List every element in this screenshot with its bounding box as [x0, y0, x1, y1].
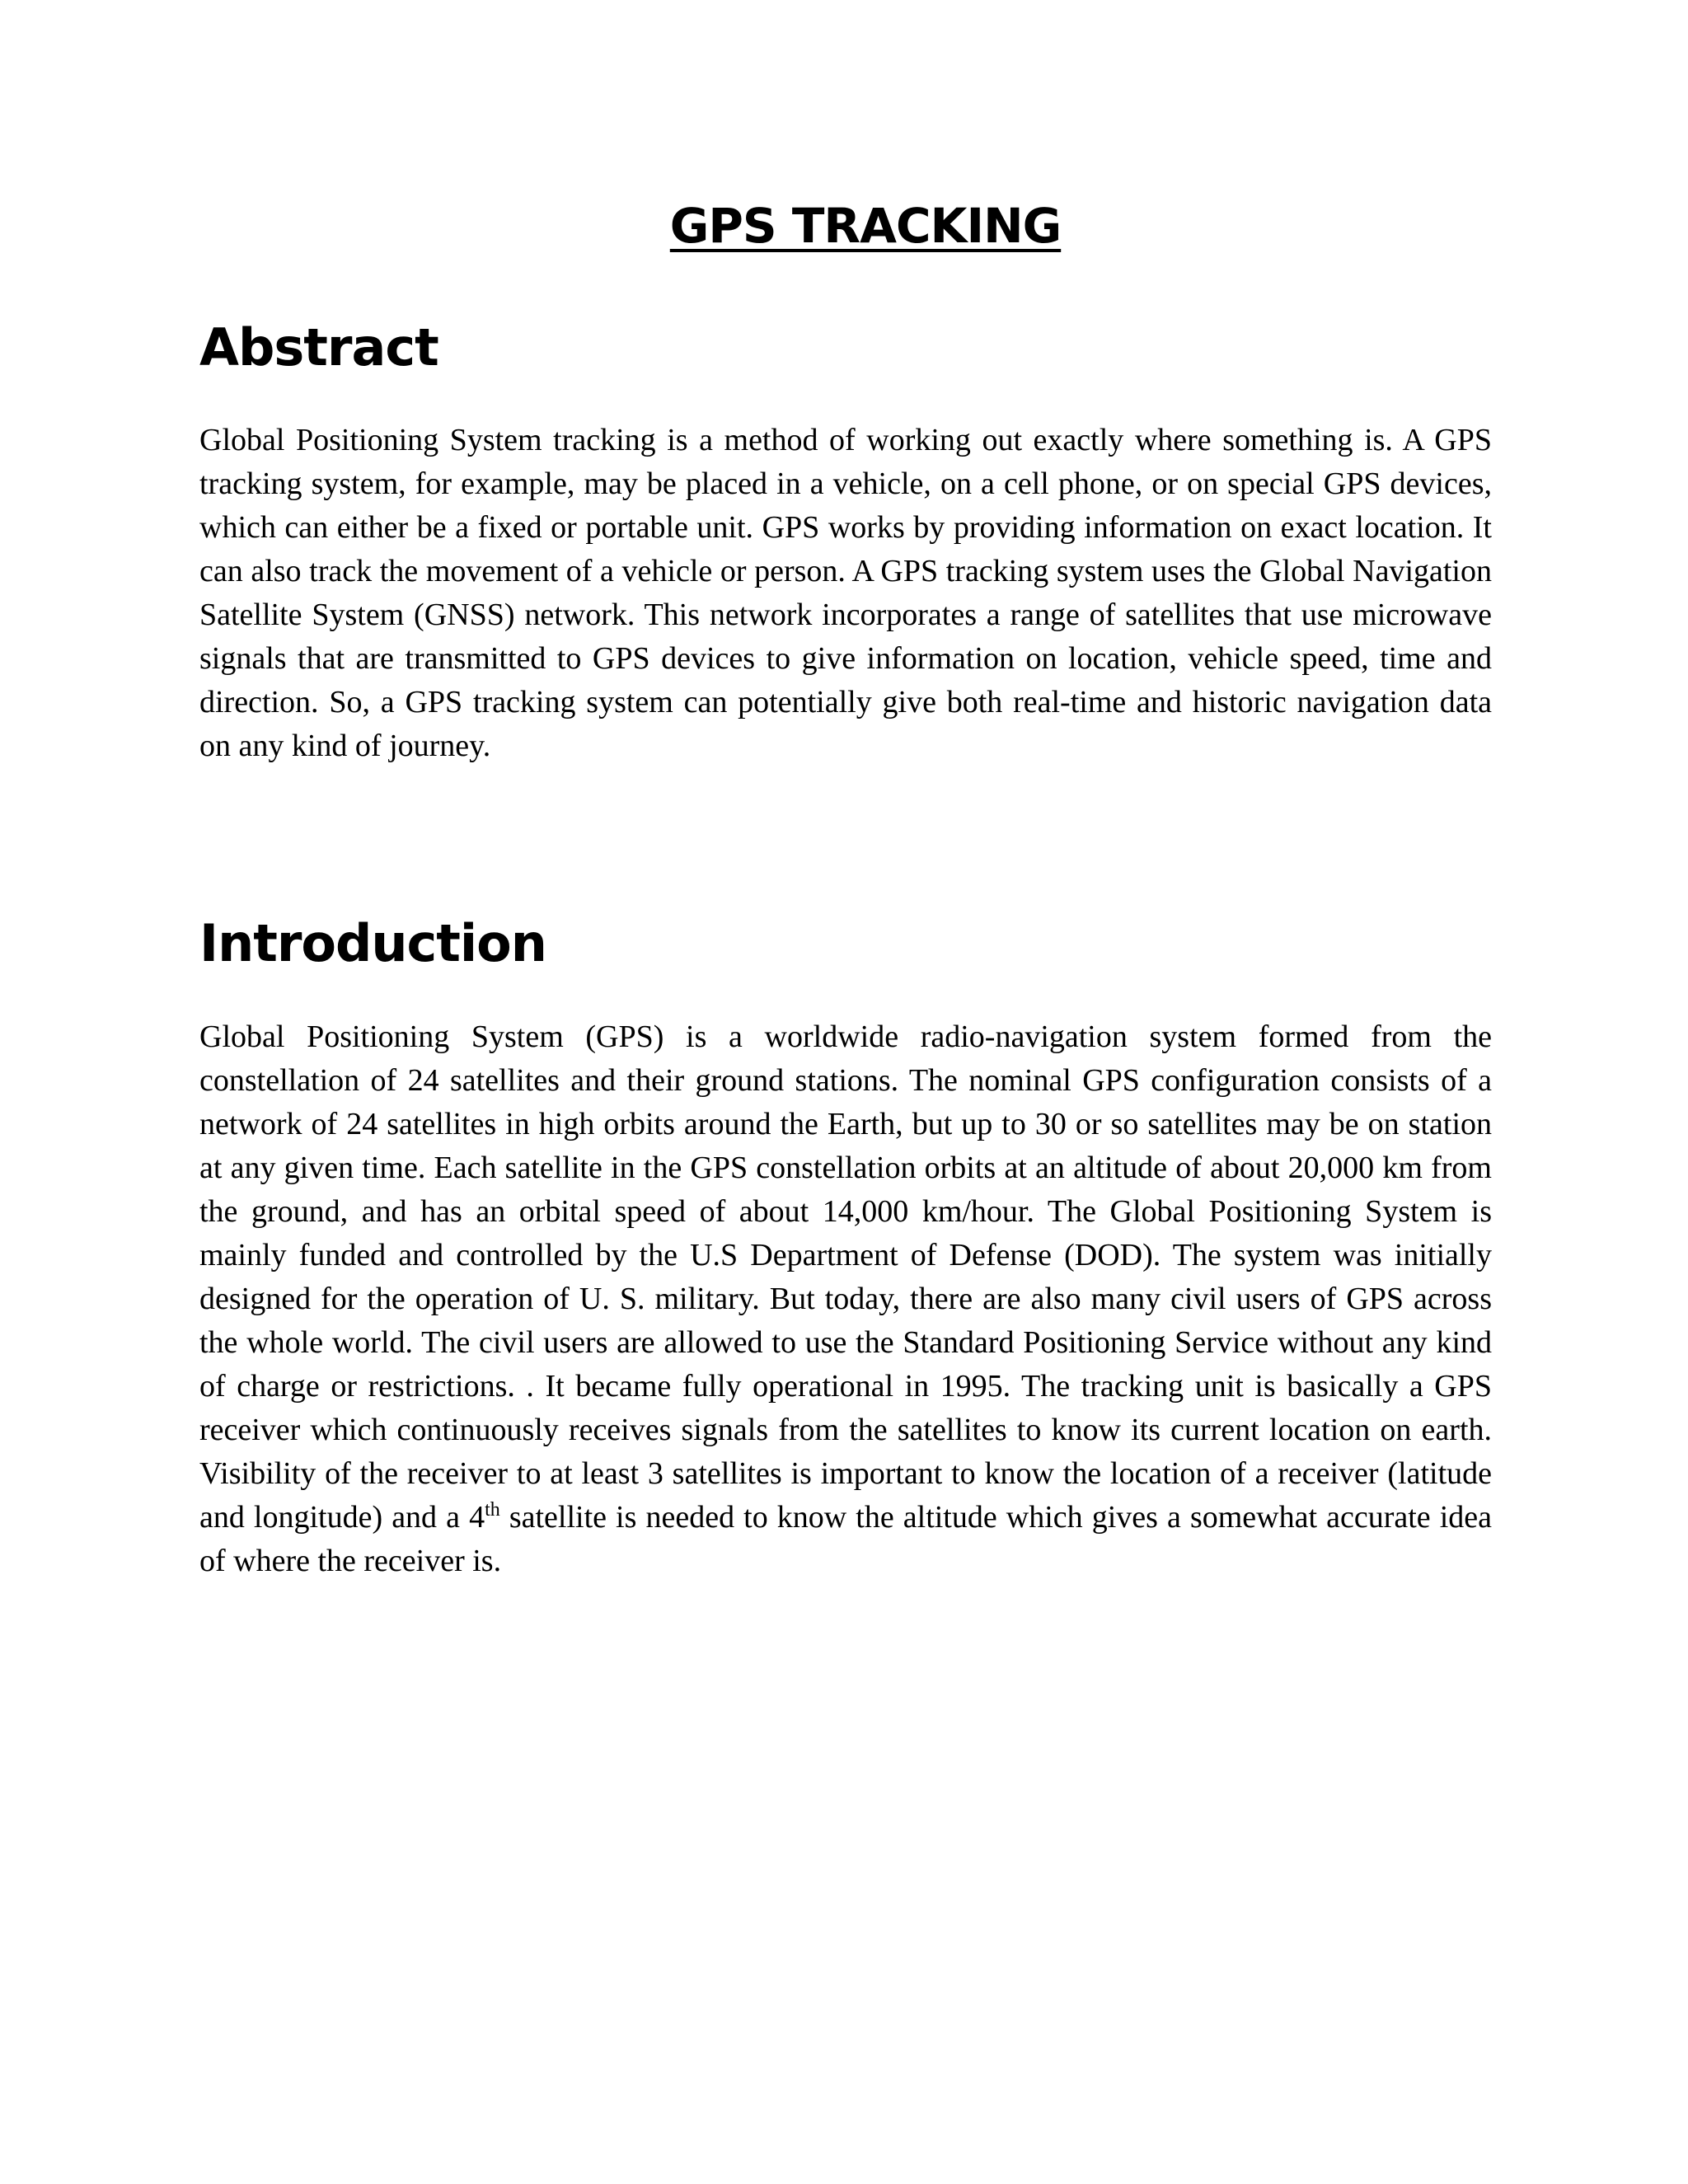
abstract-heading: Abstract: [199, 317, 438, 377]
introduction-heading: Introduction: [199, 913, 546, 973]
introduction-text-part1: Global Positioning System (GPS) is a worldwide radio-navigation system formed from the constellation of 24 satellites and their ground stations. The nominal GPS configuration consists of a network of 24 satellites in high orbits around the Earth, but up to 30 or so satellites may be on station at any given time. Each satellite in the GPS constellation orbits at an altitude of about 20,000 km from the ground, and has an orbital speed of about 14,000 km/hour. The Global Positioning System is mainly funded and controlled by the U.S Department of Defense (DOD). The system was initially designed for the operation of U. S. military. But today, there are also many civil users of GPS across the whole world. The civil users are allowed to use the Standard Positioning Service without any kind of charge or restrictions. . It became fully operational in 1995. The tracking unit is basically a GPS receiver which continuously receives signals from the satellites to know its current location on earth. Visibility of the receiver to at least 3 satellites is important to know the location of a receiver (latitude and longitude) and a 4: [199, 1019, 1492, 1535]
introduction-text-part2: satellite is needed to know the altitude which gives a somewhat accurate idea of where the receiver is.: [199, 1500, 1492, 1578]
ordinal-superscript: th: [485, 1499, 500, 1521]
introduction-paragraph: [199, 1015, 1492, 1583]
abstract-paragraph: Global Positioning System tracking is a method of working out exactly where something is. A GPS tracking system, for example, may be placed in a vehicle, on a cell phone, or on special GPS devices, which can either be a fixed or portable unit. GPS works by providing information on exact location. It can also track the movement of a vehicle or person. A GPS tracking system uses the Global Navigation Satellite System (GNSS) network. This network incorporates a range of satellites that use microwave signals that are transmitted to GPS devices to give information on location, vehicle speed, time and direction. So, a GPS tracking system can potentially give both real-time and historic navigation data on any kind of journey.: [199, 423, 1492, 763]
document-title: GPS TRACKING: [669, 198, 1062, 254]
